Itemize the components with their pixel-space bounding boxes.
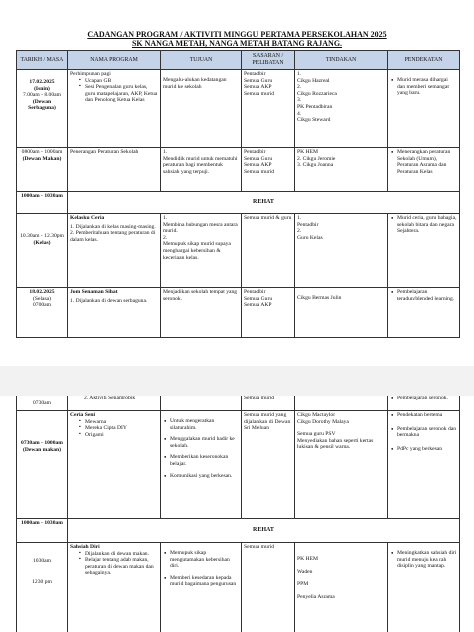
list-item: ● Pembelajaran seronok. bbox=[390, 396, 457, 402]
list-item: ● Murid merasa dihargai dan memberi semangat yang baru. bbox=[390, 77, 457, 97]
tindakan-text: PK HEM bbox=[297, 556, 318, 562]
program-title: Ceria Seni bbox=[70, 412, 96, 418]
tujuan-text: 1. bbox=[163, 215, 168, 221]
table-row bbox=[17, 214, 460, 288]
schedule-table-page-1 bbox=[16, 50, 460, 338]
program-title: Kelasku Ceria bbox=[70, 215, 105, 221]
table-row bbox=[17, 396, 460, 411]
rehat-label: REHAT bbox=[68, 519, 460, 543]
sasaran-text: Semua murid bbox=[244, 168, 274, 175]
rehat-time-cell: 1000am - 1030am bbox=[17, 519, 68, 543]
sasaran-text: Pentadbir bbox=[244, 149, 266, 155]
tindakan-cell bbox=[295, 70, 388, 148]
tindakan-text: Pentadbir bbox=[297, 221, 319, 228]
pendekatan-list bbox=[390, 550, 457, 570]
tujuan-text: Mendidik murid untuk mematuhi peraturan bagi membentuk sahsiah yang terpuji. bbox=[163, 155, 238, 175]
time-end-text: 1230 pm bbox=[32, 578, 52, 585]
time-text: 0730am bbox=[32, 400, 52, 406]
tujuan-list bbox=[163, 418, 239, 479]
list-item: ▪ Belajar tentang adab makan, peraturan di dewan makan dan sebagainya. bbox=[78, 557, 158, 577]
col-header-program: NAMA PROGRAM bbox=[68, 51, 161, 70]
day-text: (Isnin) bbox=[34, 85, 50, 92]
tujuan-text: 1. bbox=[163, 149, 168, 155]
list-item: ▪ Mereka Cipta DIY bbox=[78, 425, 158, 432]
list-item: ● Memupuk sikap mengutamakan kebersihan diri. bbox=[163, 550, 239, 570]
tindakan-text: 3. bbox=[297, 97, 302, 104]
table-row bbox=[17, 70, 460, 148]
sasaran-text: Semua murid bbox=[244, 90, 274, 97]
program-item: 2. Aktiviti Senamrobik bbox=[84, 396, 136, 401]
sasaran-cell bbox=[242, 214, 295, 288]
sasaran-text: Semua Guru bbox=[244, 155, 273, 162]
tujuan-cell bbox=[161, 148, 242, 192]
list-item: ▪ Sesi Pengenalan guru kelas, guru matapelajaran, AKP, Ketua dan Penolong Ketua Kelas bbox=[78, 84, 158, 104]
program-list bbox=[78, 419, 158, 439]
tindakan-text: 3. Cikgu Joanna bbox=[297, 162, 334, 169]
pendekatan-cell bbox=[388, 148, 460, 192]
place-text: (Dewan Serbaguna) bbox=[28, 98, 56, 112]
col-header-sasaran: SASARAN / PELIBATAN bbox=[242, 51, 295, 70]
tindakan-cell bbox=[295, 543, 388, 632]
program-cell bbox=[68, 396, 161, 411]
program-cell bbox=[68, 288, 161, 338]
pendekatan-list bbox=[390, 396, 457, 402]
list-item: ▪ Ucapan GB bbox=[78, 78, 158, 85]
date-cell bbox=[17, 70, 68, 148]
sasaran-text: Pentadbir bbox=[244, 289, 266, 295]
table-row bbox=[17, 148, 460, 192]
program-cell bbox=[68, 411, 161, 519]
col-header-tujuan: TUJUAN bbox=[161, 51, 242, 70]
pendekatan-cell bbox=[388, 70, 460, 148]
tindakan-cell bbox=[295, 288, 388, 338]
col-header-pendekatan: PENDEKATAN bbox=[388, 51, 460, 70]
sasaran-cell bbox=[242, 411, 295, 519]
pendekatan-list bbox=[390, 289, 457, 302]
tindakan-text: 2. bbox=[297, 228, 302, 235]
sasaran-text: Semua AKP bbox=[244, 162, 272, 169]
tindakan-text: 1. bbox=[297, 71, 302, 77]
date-cell bbox=[17, 148, 68, 192]
tujuan-text: Menjadikan sekolah tempat yang seronok. bbox=[163, 289, 238, 302]
place-text: (Dewan Makan) bbox=[22, 155, 62, 162]
pendekatan-cell bbox=[388, 288, 460, 338]
date-text: 18.02.2025 bbox=[29, 289, 55, 295]
program-cell bbox=[68, 214, 161, 288]
list-item: ▪ Mewarna bbox=[78, 419, 158, 426]
tujuan-cell bbox=[161, 396, 242, 411]
pendekatan-cell bbox=[388, 543, 460, 632]
sasaran-text: Semua murid yang dijalankan di Dewan Sri Meluan bbox=[244, 412, 291, 432]
time-text: 10.30am - 12.30pm bbox=[20, 233, 64, 239]
tujuan-cell bbox=[161, 214, 242, 288]
tujuan-cell bbox=[161, 543, 242, 632]
table-row bbox=[17, 288, 460, 338]
pendekatan-list bbox=[390, 149, 457, 175]
tindakan-text: Menyediakan bahan seperti kertas lukisan & pensil warna. bbox=[297, 437, 374, 451]
list-item: ● Komunikasi yang berkesan. bbox=[163, 473, 239, 480]
rehat-row bbox=[17, 192, 460, 214]
sasaran-text: Semua murid bbox=[244, 544, 274, 550]
program-item: 1. Dijalankan di kelas masing-masing. bbox=[70, 223, 156, 230]
document-title bbox=[0, 30, 474, 48]
tindakan-text: 2. bbox=[297, 84, 302, 91]
tujuan-text: Membina hubungan mesra antara murid. bbox=[163, 221, 238, 235]
pendekatan-cell bbox=[388, 411, 460, 519]
program-cell bbox=[68, 148, 161, 192]
sasaran-text: Semua Guru bbox=[244, 77, 273, 84]
tindakan-cell bbox=[295, 148, 388, 192]
tindakan-cell bbox=[295, 214, 388, 288]
program-title: Sahsiah Diri bbox=[70, 544, 100, 550]
program-cell bbox=[68, 543, 161, 632]
sasaran-text: Semua Guru bbox=[244, 295, 273, 302]
list-item: ● Untuk mengeratkan silaturahim. bbox=[163, 418, 239, 431]
sasaran-text: Semua AKP bbox=[244, 84, 272, 91]
tujuan-cell bbox=[161, 70, 242, 148]
list-item: ● Memberi kesedaran kepada murid bagaimana pengurusan bbox=[163, 575, 239, 588]
tujuan-text: Memupuk sikap murid supaya menghargai kebersihan & keceriaan kelas. bbox=[163, 241, 231, 261]
tindakan-text: Cikgu Hazreal bbox=[297, 77, 330, 84]
tujuan-cell bbox=[161, 411, 242, 519]
pendekatan-list bbox=[390, 412, 457, 452]
program-item: 1. Dijalankan di dewan serbaguna. bbox=[70, 297, 148, 304]
pendekatan-list bbox=[390, 215, 457, 235]
tindakan-text: PPM bbox=[297, 581, 309, 588]
pendekatan-cell bbox=[388, 396, 460, 411]
pendekatan-list bbox=[390, 77, 457, 97]
list-item: ▪ Dijalankan di dewan makan. bbox=[78, 551, 158, 558]
page-gap bbox=[0, 366, 474, 396]
col-header-tindakan: TINDAKAN bbox=[295, 51, 388, 70]
time-text: 7.00am - 8.00am bbox=[23, 92, 61, 99]
time-text: 1030am bbox=[32, 558, 52, 564]
col-header-tarikh: TARIKH / MASA bbox=[17, 51, 68, 70]
tindakan-text: Cikgu Rozzarieca bbox=[297, 90, 337, 97]
list-item: ▪ Origami bbox=[78, 432, 158, 439]
tindakan-text: Guru Kelas bbox=[297, 234, 323, 241]
tindakan-cell bbox=[295, 396, 388, 411]
program-title: Penerangan Peraturan Sekolah bbox=[70, 149, 139, 155]
rehat-row bbox=[17, 519, 460, 543]
tindakan-text: PK HEM bbox=[297, 149, 318, 155]
sasaran-text: Semua murid bbox=[244, 396, 274, 401]
date-cell bbox=[17, 543, 68, 632]
list-item: ● Pendekatan bertema bbox=[390, 412, 457, 419]
date-cell bbox=[17, 411, 68, 519]
tindakan-text: Cikgu Mactaylor bbox=[297, 412, 336, 418]
tujuan-list bbox=[163, 550, 239, 588]
list-item: ● PdPc yang berkesan bbox=[390, 446, 457, 453]
list-item: ● Memberikan keseronokan belajar. bbox=[163, 454, 239, 467]
tindakan-text: Penyelia Asrama bbox=[297, 593, 335, 600]
program-cell bbox=[68, 70, 161, 148]
table-row bbox=[17, 543, 460, 632]
time-text: 0730am - 1000am bbox=[21, 440, 63, 446]
sasaran-text: Semua murid & guru bbox=[244, 215, 292, 221]
table-row bbox=[17, 411, 460, 519]
tindakan-text: PK Pentadbiran bbox=[297, 103, 333, 110]
tujuan-text: 2. bbox=[163, 234, 168, 241]
program-title: Perhimpunan pagi bbox=[70, 71, 111, 77]
list-item: ● Menggalakan murid hadir ke sekolah. bbox=[163, 436, 239, 449]
schedule-table-page-2 bbox=[16, 396, 460, 632]
list-item: ● Pembelajaran seronok dan bermakna bbox=[390, 426, 457, 439]
list-item: ● Murid ceria, guru bahagia, sekolah bitara dan negara Sejahtera. bbox=[390, 215, 457, 235]
place-text: (Dewan makan) bbox=[22, 446, 62, 453]
table-header-row bbox=[17, 51, 460, 70]
tujuan-cell bbox=[161, 288, 242, 338]
date-text: 17.02.2025 bbox=[29, 79, 55, 85]
list-item: ● Meningkatkan sahsiah diri murid menuju kea rah disiplin yang mantap. bbox=[390, 550, 457, 570]
place-text: (Kelas) bbox=[33, 239, 51, 246]
sasaran-cell bbox=[242, 148, 295, 192]
program-list bbox=[78, 78, 158, 104]
sasaran-cell bbox=[242, 543, 295, 632]
program-list bbox=[78, 551, 158, 577]
program-title: Jom Senaman Sihat bbox=[70, 289, 118, 295]
date-cell bbox=[17, 288, 68, 338]
list-item: ● Menerangkan peraturan Sekolah (Umum), Peraturan Asrama dan Peraturan Kelas bbox=[390, 149, 457, 175]
sasaran-text: Semua AKP bbox=[244, 302, 272, 309]
rehat-label: REHAT bbox=[68, 192, 460, 214]
date-cell bbox=[17, 396, 68, 411]
title-line-2: SK NANGA METAH, NANGA METAH BATANG RAJANG. bbox=[131, 39, 343, 48]
tujuan-text: Mengalu-alukan kedatangan murid ke sekolah bbox=[163, 77, 227, 90]
time-text: 0700am bbox=[32, 302, 52, 309]
tindakan-text: Semua guru PSV bbox=[297, 431, 336, 438]
time-text: 0800am - 1000am bbox=[21, 149, 63, 155]
tindakan-text: Cikgu Steward bbox=[297, 117, 331, 124]
list-item: ● Pembelajaran teradun/blended learning. bbox=[390, 289, 457, 302]
document-page-2 bbox=[0, 396, 474, 632]
date-cell bbox=[17, 214, 68, 288]
rehat-time-cell: 1000am - 1030am bbox=[17, 192, 68, 214]
tindakan-text: 2. Cikgu Jeromie bbox=[297, 155, 336, 162]
tindakan-cell bbox=[295, 411, 388, 519]
tindakan-text: 1. bbox=[297, 215, 302, 221]
day-text: (Selasa) bbox=[32, 295, 52, 302]
tindakan-text: Cikgu Dorothy Malaya bbox=[297, 418, 349, 425]
sasaran-cell bbox=[242, 70, 295, 148]
tindakan-text: Waden bbox=[297, 568, 313, 575]
tindakan-text: Cikgu Bermas Julin bbox=[297, 295, 342, 301]
tindakan-text: 4. bbox=[297, 110, 302, 117]
sasaran-cell bbox=[242, 396, 295, 411]
program-item: 2. Pemberitahuan tentang peraturan di dalam kelas. bbox=[70, 230, 156, 243]
title-line-1: CADANGAN PROGRAM / AKTIVITI MINGGU PERTAMA PERSEKOLAHAN 2025 bbox=[87, 30, 387, 39]
sasaran-cell bbox=[242, 288, 295, 338]
sasaran-text: Pentadbir bbox=[244, 71, 266, 77]
pendekatan-cell bbox=[388, 214, 460, 288]
